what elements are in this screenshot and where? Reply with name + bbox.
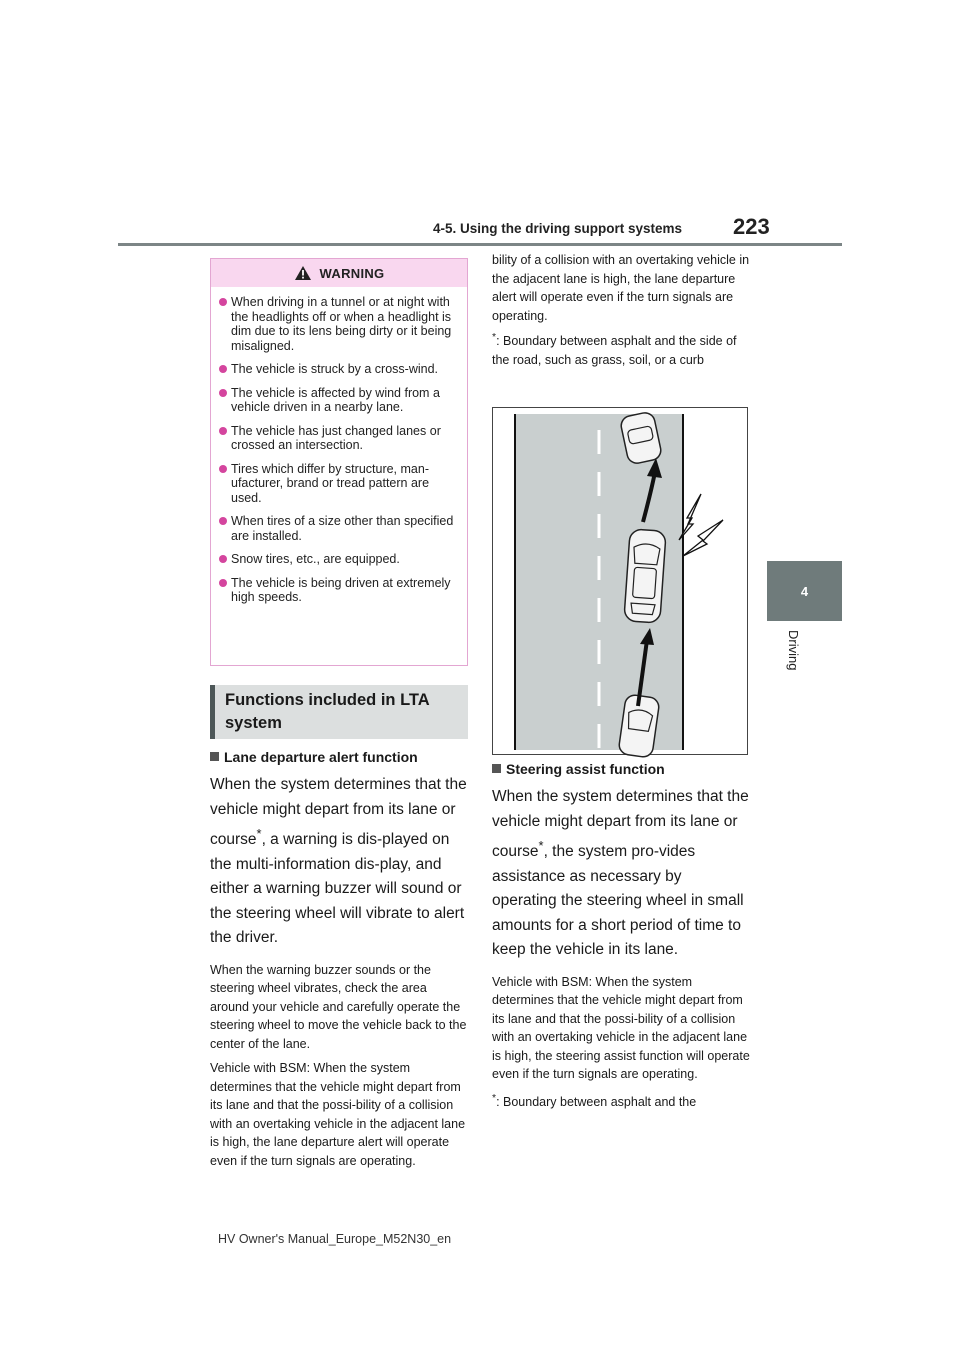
footer-manual-id: HV Owner's Manual_Europe_M52N30_en <box>218 1232 452 1246</box>
square-bullet-icon <box>210 752 219 761</box>
page-number: 223 <box>733 214 770 239</box>
chapter-number: 4 <box>800 583 809 599</box>
square-bullet-icon <box>492 764 501 773</box>
alert-spark-icon <box>679 494 723 556</box>
car-icon <box>624 529 666 623</box>
footnote-boundary: *: Boundary between asphalt and the side of the road, such as grass, soil, or a curb <box>492 332 737 367</box>
bsm-note-continuation: bility of a collision with an overtaking vehicle in the adjacent lane is high, the lane departure alert will operate even if the turn signals are operating. *: Boundary between asphalt and the side of the road, such as grass, soil, or a curb <box>492 251 750 369</box>
header-divider <box>118 243 842 246</box>
warning-title: WARNING <box>319 265 385 281</box>
lane-departure-note: When the warning buzzer sounds or the steering wheel vibrates, check the area around your vehicle and carefully operate the steering wheel to move the vehicle back to the center of the lane. <box>210 962 467 1051</box>
functions-heading: Functions included in LTA system <box>210 685 468 739</box>
lane-departure-body: When the system determines that the vehicle might depart from its lane or course*, a warning is dis-played on the multi-information dis-play, and either a warning buzzer will sound or the steering wheel will vibrate to alert the driver. <box>210 776 467 947</box>
steering-assist-bsm-note: Vehicle with BSM: When the system determines that the vehicle might depart from its lane and that the possi-bility of a collision with an overtaking vehicle in the adjacent lane is high, the steering assist function will operate even if the turn signals are operating. <box>492 974 750 1082</box>
warning-list <box>211 287 467 605</box>
warning-item: Tires which differ by structure, man-ufacturer, brand or tread pattern are used. <box>219 462 457 506</box>
warning-item: When driving in a tunnel or at night with the headlights off or when a headlight is dim due to its lens being dirty or it being misaligned. <box>219 295 457 353</box>
warning-item: The vehicle is struck by a cross-wind. <box>219 362 457 377</box>
warning-header <box>211 259 467 287</box>
steering-assist-section <box>492 761 750 1111</box>
steering-assist-footnote: *: Boundary between asphalt and the <box>492 1092 697 1109</box>
warning-item: The vehicle is affected by wind from a vehicle driven in a nearby lane. <box>219 386 457 415</box>
warning-box <box>210 258 468 666</box>
warning-item: When tires of a size other than specified are installed. <box>219 514 457 543</box>
lane-departure-bsm-note: Vehicle with BSM: When the system determines that the vehicle might depart from its lane and that the possi-bility of a collision with an overtaking vehicle in the adjacent lane is high, the lane departure alert will operate even if the turn signals are operating. <box>210 1061 466 1168</box>
lane-departure-section <box>210 749 468 1168</box>
chapter-tab <box>767 561 842 621</box>
warning-item: The vehicle has just changed lanes or crossed an intersection. <box>219 424 457 453</box>
steering-assist-body: When the system determines that the vehicle might depart from its lane or course*, the system pro-vides assistance as necessary by operating the steering wheel in small amounts for a short period of time to keep the vehicle in its lane. <box>492 788 749 959</box>
lane-departure-heading: Lane departure alert function <box>210 749 468 765</box>
warning-item: Snow tires, etc., are equipped. <box>219 552 457 567</box>
road-diagram <box>493 408 747 754</box>
warning-item: The vehicle is being driven at extremely high speeds. <box>219 576 457 605</box>
steering-assist-heading: Steering assist function <box>492 761 750 777</box>
section-title: 4-5. Using the driving support systems <box>433 221 683 236</box>
chapter-label: Driving <box>786 630 801 671</box>
warning-triangle-icon <box>294 265 312 281</box>
lane-departure-illustration <box>492 407 748 755</box>
